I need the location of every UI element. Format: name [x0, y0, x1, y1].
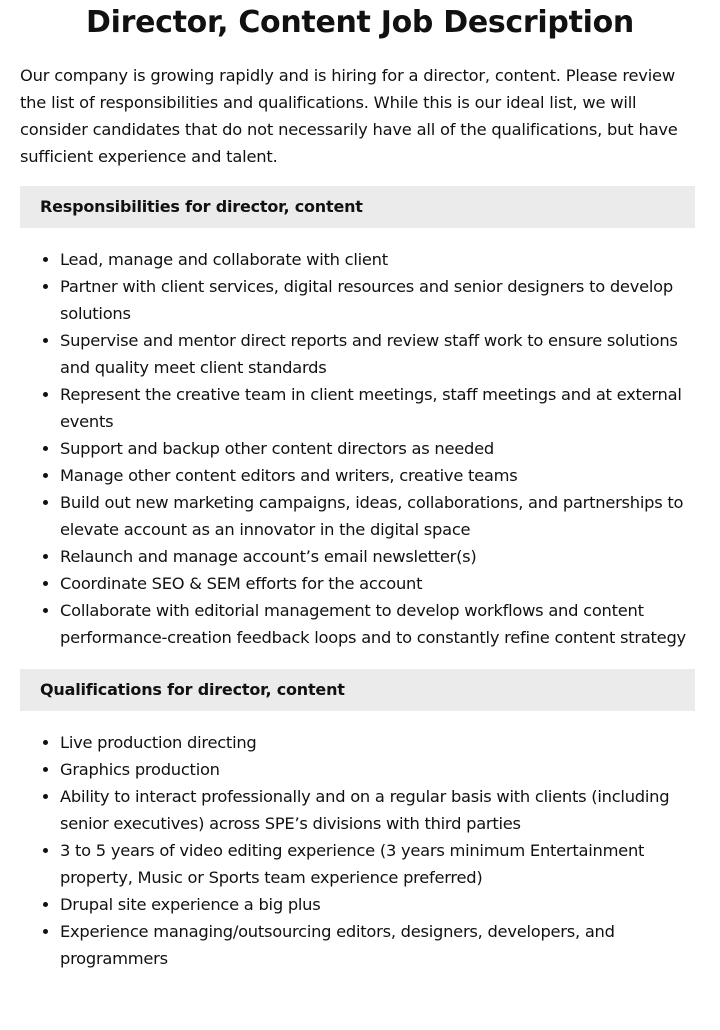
- intro-paragraph: Our company is growing rapidly and is hiring for a director, content. Please review the list of responsibilities and qualifications. While this is our ideal list, we will consider candidates that do not necessarily have all of the qualifications, but have sufficient experience and talent.: [20, 66, 678, 166]
- list-item: • Collaborate with editorial management to develop workflows and content performance-creation feedback loops and to constantly refine content strategy: [60, 597, 700, 651]
- qualifications-heading: Qualifications for director, content: [20, 669, 695, 711]
- list-item: • Represent the creative team in client meetings, staff meetings and at external events: [60, 381, 700, 435]
- list-item: • Ability to interact professionally and on a regular basis with clients (including senior executives) across SPE’s divisions with third parties: [60, 783, 700, 837]
- page-title: Director, Content Job Description: [86, 5, 634, 40]
- list-item: • 3 to 5 years of video editing experience (3 years minimum Entertainment property, Music or Sports team experience preferred): [60, 837, 700, 891]
- list-item: • Live production directing: [60, 729, 700, 756]
- responsibilities-heading: Responsibilities for director, content: [20, 186, 695, 228]
- list-item: • Build out new marketing campaigns, ideas, collaborations, and partnerships to elevate account as an innovator in the digital space: [60, 489, 700, 543]
- list-item: • Support and backup other content directors as needed: [60, 435, 700, 462]
- list-item: • Coordinate SEO & SEM efforts for the account: [60, 570, 700, 597]
- list-item: • Drupal site experience a big plus: [60, 891, 700, 918]
- list-item: • Partner with client services, digital resources and senior designers to develop solutions: [60, 273, 700, 327]
- list-item: • Supervise and mentor direct reports and review staff work to ensure solutions and quality meet client standards: [60, 327, 700, 381]
- list-item: • Relaunch and manage account’s email newsletter(s): [60, 543, 700, 570]
- list-item: • Graphics production: [60, 756, 700, 783]
- qualifications-list: [20, 729, 700, 972]
- responsibilities-list: [20, 246, 700, 651]
- list-item: • Manage other content editors and writers, creative teams: [60, 462, 700, 489]
- list-item: • Experience managing/outsourcing editors, designers, developers, and programmers: [60, 918, 700, 972]
- list-item: • Lead, manage and collaborate with client: [60, 246, 700, 273]
